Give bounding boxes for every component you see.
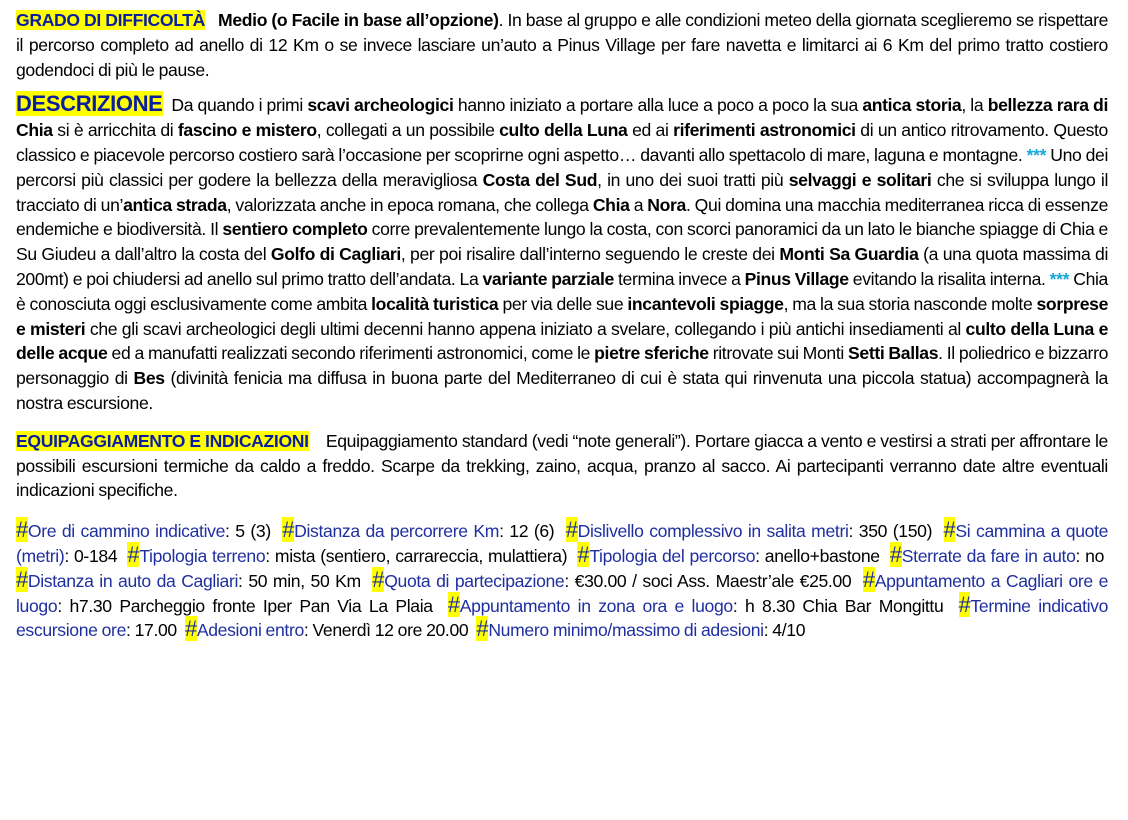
- fact-value: 17.00: [134, 620, 177, 641]
- section-grado-difficolta: [16, 8, 1108, 82]
- equipaggiamento-heading: EQUIPAGGIAMENTO E INDICAZIONI: [16, 430, 309, 451]
- text-run: Uno dei percorsi più classici per godere la bellezza della meravigliosa: [16, 144, 1109, 190]
- fact-label: Appuntamento a Cagliari ore e luogo: [16, 570, 1109, 616]
- equipaggiamento-text: Equipaggiamento standard (vedi “note generali”). Portare giacca a vento e vestirsi a strati per affrontare le possibili escursioni termiche da caldo a freddo. Scarpe da trekking, zaino, acqua, pranzo al sacco. Ai partecipanti verranno date altre eventuali indicazioni specifiche.: [16, 430, 1108, 501]
- fact-colon: :: [225, 521, 236, 542]
- text-run: Da quando i primi: [171, 95, 308, 116]
- fact-colon: :: [1075, 545, 1086, 566]
- fact-label: Distanza in auto da Cagliari: [27, 570, 239, 591]
- hash-marker: #: [577, 541, 590, 567]
- bold-phrase: variante parziale: [482, 268, 614, 289]
- text-run: per via delle sue: [498, 293, 628, 314]
- fact-colon: :: [499, 521, 510, 542]
- fact-value: 5 (3): [235, 521, 271, 542]
- fact-label: Termine indicativo escursione ore: [16, 595, 1109, 641]
- bold-phrase: località turistica: [371, 293, 499, 314]
- fact-label: Tipologia del percorso: [589, 545, 756, 566]
- text-run: termina invece a: [613, 268, 745, 289]
- grado-text: . In base al gruppo e alle condizioni meteo della giornata sceglieremo se rispettare il percorso completo ad anello di 12 Km o se invece lasciare un’auto a Pinus Village per fare navetta e limitarci ai 6 Km del primo tratto costiero godendoci di più le pause.: [16, 10, 1109, 80]
- hash-marker: #: [127, 541, 140, 567]
- fact-value: Venerdì 12 ore 20.00: [312, 620, 469, 641]
- text-run: hanno iniziato a portare alla luce a poco a poco la sua: [453, 95, 863, 116]
- fact-item: [16, 517, 271, 543]
- fact-item: [577, 541, 880, 567]
- text-run: , in uno dei suoi tratti più: [597, 169, 789, 190]
- fact-item: [16, 566, 361, 592]
- fact-colon: :: [57, 595, 70, 616]
- text-run: , valorizzata anche in epoca romana, che collega: [226, 194, 593, 215]
- bold-phrase: fascino e mistero: [177, 120, 317, 141]
- bold-phrase: antica strada: [123, 194, 227, 215]
- text-run: , la: [961, 95, 988, 116]
- fact-label: Si cammina a quote (metri): [16, 521, 1109, 566]
- fact-value: h 8.30 Chia Bar Mongittu: [744, 595, 944, 616]
- hash-marker: #: [447, 591, 460, 617]
- text-run: (a una quota massima di 200mt) e poi chiudersi ad anello sul primo tratto dell’andata. La: [16, 244, 1109, 289]
- fact-value: 12 (6): [509, 521, 555, 542]
- text-run: evitando la risalita interna.: [848, 268, 1046, 289]
- text-run: ed a manufatti realizzati secondo riferimenti astronomici, come le: [107, 343, 595, 364]
- bold-phrase: Setti Ballas: [848, 343, 939, 364]
- text-run: che gli scavi archeologici degli ultimi decenni hanno appena iniziato a svelare, collegando i più antichi insediamenti al: [85, 318, 966, 339]
- hash-marker: #: [565, 517, 578, 543]
- hash-marker: #: [372, 566, 385, 592]
- bold-phrase: bellezza rara di Chia: [16, 95, 1108, 141]
- fact-colon: :: [303, 620, 313, 641]
- hash-marker: #: [889, 541, 902, 567]
- bold-phrase: Monti Sa Guardia: [779, 244, 919, 265]
- bold-phrase: sentiero completo: [222, 219, 368, 240]
- fact-colon: :: [265, 545, 275, 566]
- bold-phrase: scavi archeologici: [307, 95, 454, 116]
- bold-phrase: Bes: [133, 368, 165, 389]
- fact-label: Distanza da percorrere Km: [294, 521, 500, 542]
- fact-label: Quota di partecipazione: [384, 570, 565, 591]
- fact-colon: :: [64, 545, 74, 566]
- text-run: , collegati a un possibile: [316, 120, 500, 141]
- bold-phrase: antica storia: [862, 95, 962, 116]
- fact-value: €30.00 / soci Ass. Maestr’ale €25.00: [574, 570, 852, 591]
- fact-colon: :: [755, 545, 765, 566]
- bold-phrase: Golfo di Cagliari: [270, 244, 401, 265]
- fact-value: 50 min, 50 Km: [248, 570, 361, 591]
- fact-label: Dislivello complessivo in salita metri: [577, 521, 849, 542]
- bold-phrase: sorprese e misteri: [16, 293, 1109, 339]
- fact-colon: :: [732, 595, 745, 616]
- bold-phrase: culto della Luna: [499, 120, 628, 141]
- hash-marker: #: [862, 566, 875, 592]
- bold-phrase: riferimenti astronomici: [673, 120, 856, 141]
- section-equipaggiamento: [16, 429, 1108, 503]
- section-descrizione: [16, 93, 1108, 415]
- separator-asterisks: ***: [1049, 268, 1070, 289]
- fact-label: Numero minimo/massimo di adesioni: [488, 620, 764, 641]
- fact-value: 4/10: [772, 620, 806, 641]
- fact-value: mista (sentiero, carrareccia, mulattiera): [274, 545, 568, 566]
- fact-item: [127, 541, 568, 567]
- separator-asterisks: ***: [1026, 144, 1047, 165]
- text-run: . Qui domina una macchia mediterranea ricca di essenze endemiche e biodiversità. Il: [16, 194, 1109, 240]
- bold-phrase: Pinus Village: [744, 268, 849, 289]
- fact-item: [476, 616, 806, 642]
- text-run: , ma la sua storia nasconde molte: [783, 293, 1037, 314]
- fact-colon: :: [763, 620, 773, 641]
- text-run: che si sviluppa lungo il tracciato di un’: [16, 169, 1109, 215]
- text-run: si è arricchita di: [52, 120, 178, 141]
- text-run: Chia è conosciuta oggi esclusivamente come ambita: [16, 268, 1108, 314]
- bold-phrase: Chia: [592, 194, 630, 215]
- hash-marker: #: [282, 517, 295, 543]
- descrizione-paragraph-1: [16, 95, 1108, 165]
- hash-marker: #: [943, 517, 956, 543]
- fact-value: h7.30 Parcheggio fronte Iper Pan Via La Plaia: [69, 595, 433, 616]
- text-run: , per poi risalire dall’interno seguendo le creste dei: [400, 244, 780, 265]
- bold-phrase: pietre sferiche: [594, 343, 709, 364]
- fact-colon: :: [564, 570, 575, 591]
- fact-label: Tipologia terreno: [139, 545, 266, 566]
- hash-marker: #: [184, 616, 197, 642]
- bold-phrase: incantevoli spiagge: [627, 293, 784, 314]
- fact-item: [282, 517, 555, 543]
- hash-marker: #: [958, 591, 971, 617]
- bold-phrase: selvaggi e solitari: [788, 169, 932, 190]
- fact-item: [565, 517, 933, 543]
- descrizione-heading: DESCRIZIONE: [16, 91, 163, 117]
- fact-colon: :: [238, 570, 249, 591]
- hash-marker: #: [16, 566, 28, 592]
- fact-item: [372, 566, 852, 592]
- fact-item: [447, 591, 944, 617]
- descrizione-paragraph-3: [16, 269, 1108, 413]
- fact-value: no: [1085, 545, 1105, 566]
- text-run: ritrovate sui Monti: [708, 343, 848, 364]
- bold-phrase: Nora: [647, 194, 686, 215]
- descrizione-paragraph-2: [16, 145, 1108, 289]
- fact-value: 0-184: [74, 545, 118, 566]
- text-run: di un antico ritrovamento. Questo classico e piacevole percorso costiero sarà l’occasione per scoprirne ogni aspetto… davanti allo spettacolo di mare, laguna e montagne.: [16, 120, 1108, 165]
- fact-value: anello+bastone: [764, 545, 880, 566]
- fact-colon: :: [848, 521, 859, 542]
- fact-label: Ore di cammino indicative: [27, 521, 226, 542]
- fact-colon: :: [126, 620, 135, 641]
- bold-phrase: Costa del Sud: [482, 169, 598, 190]
- fact-label: Appuntamento in zona ora e luogo: [459, 595, 733, 616]
- grado-heading: GRADO DI DIFFICOLTÀ: [16, 10, 206, 30]
- text-run: (divinità fenicia ma diffusa in buona parte del Mediterraneo di cui è stata qui rinvenuta una piccola statua) accompagnerà la nostra escursione.: [16, 368, 1108, 413]
- text-run: a: [629, 194, 648, 215]
- hash-marker: #: [16, 517, 28, 543]
- fact-item: [889, 541, 1105, 567]
- bold-phrase: culto della Luna e delle acque: [16, 318, 1109, 364]
- text-run: corre prevalentemente lungo la costa, con scorci panoramici da un lato le bianche spiagge di Chia e Su Giudeu a dall’altro la costa del: [16, 219, 1108, 265]
- facts-list: [16, 519, 1108, 643]
- grado-level: Medio (o Facile in base all’opzione): [218, 10, 499, 30]
- fact-label: Adesioni entro: [196, 620, 304, 641]
- hash-marker: #: [476, 616, 489, 642]
- text-run: ed ai: [627, 120, 674, 141]
- fact-item: [184, 616, 469, 642]
- fact-value: 350 (150): [858, 521, 933, 542]
- fact-label: Sterrate da fare in auto: [901, 545, 1076, 566]
- text-run: . Il poliedrico e bizzarro personaggio di: [16, 343, 1109, 389]
